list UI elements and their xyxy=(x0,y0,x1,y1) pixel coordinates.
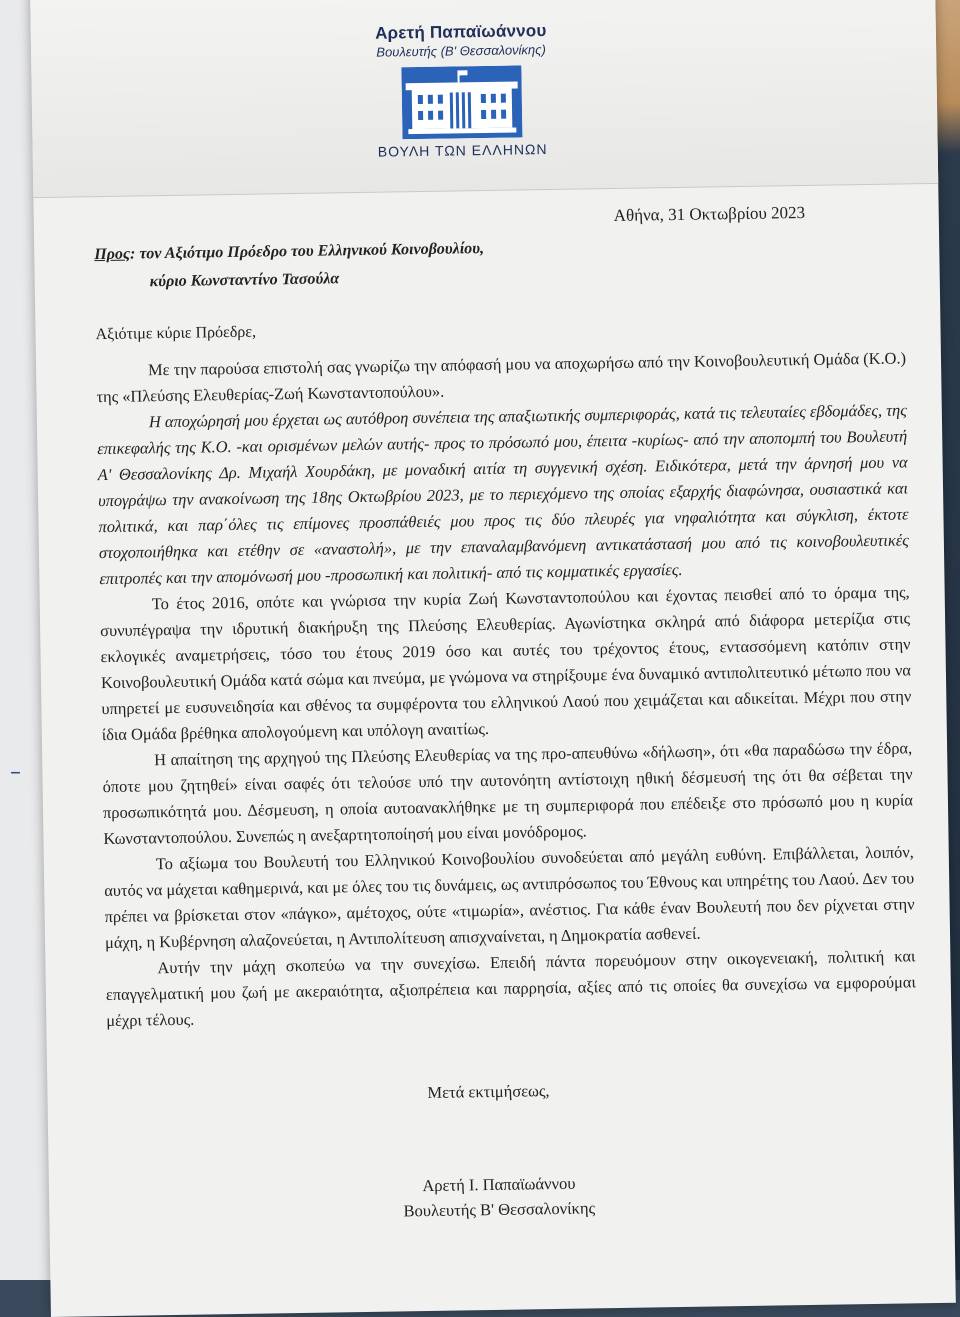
signature-block xyxy=(379,1170,620,1224)
letter-body xyxy=(96,345,917,1034)
paragraph-5: Το αξίωμα του Βουλευτή του Ελληνικού Κοινοβουλίου συνοδεύεται από μεγάλη ευθύνη. Επιβάλλεται, λοιπόν, αυτός να μάχεται καθημερινά, και με όλες του τις δυνάμεις, ως αντιπρόσωπος του Έθνους και υπηρέτης του Λαού. Δεν του πρέπει να βρίσκεται στον «πάγκο», αμέτοχος, ούτε «τιμωρία», ανέστιος. Για κάθε έναν Βουλευτή που δεν ρίχνεται στην μάχη, η Κυβέρνηση αλαζονεύεται, η Αντιπολίτευση απισχναίνεται, η Δημοκρατία ασθενεί. xyxy=(104,842,915,953)
letter-page xyxy=(30,0,956,1317)
salutation: Αξιότιμε κύριε Πρόεδρε, xyxy=(95,323,257,344)
mp-role: Βουλευτής (Β' Θεσσαλονίκης) xyxy=(376,42,546,60)
paragraph-1: Με την παρούσα επιστολή σας γνωρίζω την απόφασή μου να αποχωρήσω από την Κοινοβουλευτική Ομάδα (Κ.Ο.) της «Πλεύσης Ελευθερίας-Ζωή Κωνσταντοπούλου». xyxy=(96,348,907,407)
recipient-line-1: : τον Αξιότιμο Πρόεδρο του Ελληνικού Κοινοβουλίου, xyxy=(129,240,485,263)
letterhead xyxy=(351,21,573,160)
paragraph-3: Το έτος 2016, οπότε και γνώρισα την κυρία Ζωή Κωνσταντοπούλου και έχοντας πεισθεί από το όραμα της, συνυπέγραψα την ιδρυτική διακήρυξη της Πλεύσης Ελευθερίας. Αγωνίστηκα σκληρά από διάφορα μετερίζια στις εκλογικές αναμετρήσεις, τόσο του έτους 2019 όσο και αυτές του τρέχοντος έτους, εντασσόμενη κατόπιν στην Κοινοβουλευτική Ομάδα κατά σώμα και πνεύμα, με γνώμονα να στηρίξουμε ένα δυναμικό αντιπολιτευτικό μέτωπο που να υπηρετεί με ευσυνειδησία και σθένος τα συμφέροντα του ελληνικού Λαού που χειμάζεται και αδικείται. Μέχρι που στην ίδια Ομάδα βρέθηκα απολογούμενη και υπόλογη αναιτίως. xyxy=(100,582,912,745)
signature-name: Αρετή Ι. Παπαϊωάννου xyxy=(422,1173,576,1196)
closing: Μετά εκτιμήσεως, xyxy=(427,1081,550,1103)
mp-name: Αρετή Παπαϊωάννου xyxy=(374,21,547,43)
recipient-label: Προς xyxy=(94,245,131,264)
parliament-name: ΒΟΥΛΗ ΤΩΝ ΕΛΛΗΝΩΝ xyxy=(377,141,548,160)
paragraph-2: Η αποχώρησή μου έρχεται ως αυτόθροη συνέπεια της απαξιωτικής συμπεριφοράς, κατά τις τελευταίες εβδομάδες, της επικεφαλής της Κ.Ο. -και ορισμένων μελών αυτής- προς το πρόσωπό μου, έπειτα -κυρίως- από την αποπομπή του Βουλευτή Α' Θεσσαλονίκης Δρ. Μιχαήλ Χουρδάκη, με μοναδική αιτία τη συγγενική σχέση. Ειδικότερα, μετά την άρνησή μου να υπογράψω την ανακοίνωση της 18ης Οκτωβρίου 2023, με το περιεχόμενο της οποίας εξαρχής διαφώνησα, ουσιαστικά και πολιτικά, και παρ΄όλες τις επίμονες προσπάθειές μου προς τις δύο πλευρές για νηφαλιότητα και σύγκλιση, έκτοτε στοχοποιήθηκα και ετέθην σε «αναστολή», με την επαναλαμβανόμενη αντικατάστασή μου από τις κοινοβουλευτικές επιτροπές και την απομόνωσή μου -προσωπική και πολιτική- από τις κομματικές εργασίες. xyxy=(97,400,909,589)
recipient-line-2: κύριο Κωνσταντίνο Τασούλα xyxy=(149,270,340,291)
signature-title: Βουλευτής Β' Θεσσαλονίκης xyxy=(403,1198,596,1221)
paragraph-6: Αυτήν την μάχη σκοπεύω να την συνεχίσω. Επειδή πάντα πορευόμουν στην οικογενειακή, πολιτική και επαγγελματική μου ζωή με ακεραιότητα, αξιοπρέπεια και παρρησία, αξίες από τις οποίες θα συνεχίσω να εμφορούμαι μέχρι τέλους. xyxy=(105,946,916,1031)
recipient-block xyxy=(94,235,485,297)
parliament-building-icon xyxy=(401,65,522,139)
letter-date: Αθήνα, 31 Οκτωβρίου 2023 xyxy=(613,202,806,225)
pen-mark-icon: – xyxy=(10,760,21,785)
paragraph-4: Η απαίτηση της αρχηγού της Πλεύσης Ελευθερίας να της προ-απευθύνω «δήλωση», ότι «θα παραδώσω την έδρα, όποτε μου ζητηθεί» είναι σαφές ότι τελούσε υπό την αυτονόητη αντίστοιχη ηθική δέσμευσή της ότι θα σέβεται την προσωπικότητά μου. Δέσμευση, η οποία αυτοανακλήθηκε με τη συμπεριφορά που επέδειξε στο πρόσωπό μου η κυρία Κωνσταντοπούλου. Συνεπώς η ανεξαρτητοποίησή μου είναι μονόδρομος. xyxy=(102,738,914,849)
